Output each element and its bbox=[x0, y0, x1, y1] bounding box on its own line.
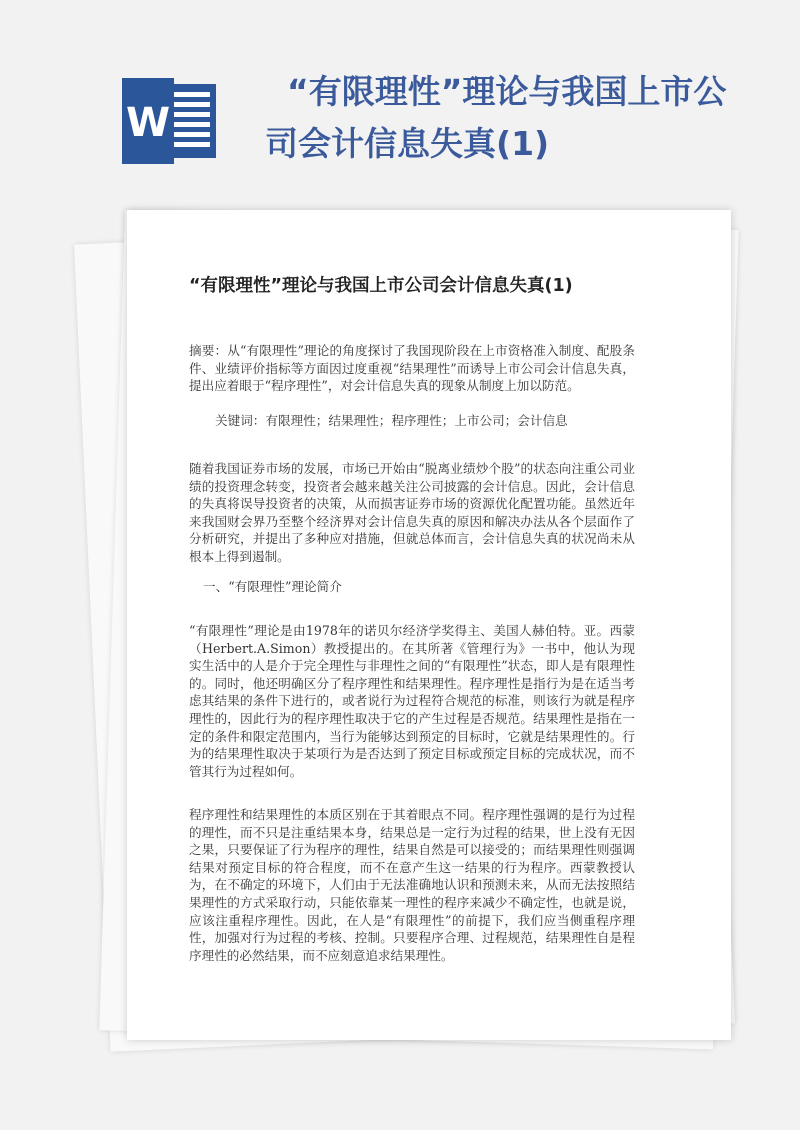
intro-paragraph: 随着我国证券市场的发展，市场已开始由“脱离业绩炒个股”的状态向注重公司业绩的投资理念转变，投资者会越来越关注公司披露的会计信息。因此，会计信息的失真将误导投资者的决策，从而损害证券市场的资源优化配置功能。虽然近年来我国财会界乃至整个经济界对会计信息失真的原因和解决办法从各个层面作了分析研究，并提出了多种应对措施，但就总体而言，会计信息失真的状况尚未从根本上得到遏制。 bbox=[189, 461, 635, 564]
word-icon bbox=[122, 78, 220, 164]
page-title: “有限理性”理论与我国上市公司会计信息失真(1) bbox=[265, 72, 727, 163]
section-heading: 一、“有限理性”理论简介 bbox=[203, 579, 342, 594]
abstract-paragraph: 摘要：从“有限理性”理论的角度探讨了我国现阶段在上市资格准入制度、配股条件、业绩评价指标等方面因过度重视“结果理性”而诱导上市公司会计信息失真，提出应着眼于“程序理性”，对会计信息失真的现象从制度上加以防范。 bbox=[189, 343, 635, 394]
document-heading: “有限理性”理论与我国上市公司会计信息失真(1) bbox=[189, 276, 573, 296]
definition-paragraph: “有限理性”理论是由1978年的诺贝尔经济学奖得主、美国人赫伯特。亚。西蒙（Herbert.A.Simon）教授提出的。在其所著《管理行为》一书中，他认为现实生活中的人是介于完全理性与非理性之间的“有限理性”状态，即人是有限理性的。同时，他还明确区分了程序理性和结果理性。程序理性是指行为是在适当考虑其结果的条件下进行的，或者说行为过程符合规范的标准，则该行为就是程序理性的，因此行为的程序理性取决于它的产生过程是否规范。结果理性是指在一定的条件和限定范围内，当行为能够达到预定的目标时，它就是结果理性的。行为的结果理性取决于某项行为是否达到了预定目标或预定目标的完成状况，而不管其行为过程如何。 bbox=[189, 623, 635, 779]
keywords-paragraph: 关键词：有限理性；结果理性；程序理性；上市公司；会计信息 bbox=[215, 413, 568, 428]
word-icon-letter: W bbox=[125, 100, 171, 146]
comparison-paragraph: 程序理性和结果理性的本质区别在于其着眼点不同。程序理性强调的是行为过程的理性，而不只是注重结果本身，结果总是一定行为过程的结果，世上没有无因之果，只要保证了行为程序的理性，结果自然是可以接受的；而结果理性则强调结果对预定目标的符合程度，而不在意产生这一结果的行为程序。西蒙教授认为，在不确定的环境下，人们由于无法准确地认识和预测未来，从而无法按照结果理性的方式采取行动，只能依靠某一理性的程序来减少不确定性，也就是说，应该注重程序理性。因此，在人是“有限理性”的前提下，我们应当侧重程序理性，加强对行为过程的考核、控制。只要程序合理、过程规范，结果理性自是程序理性的必然结果，而不应刻意追求结果理性。 bbox=[189, 807, 635, 963]
document-page bbox=[127, 210, 731, 1040]
